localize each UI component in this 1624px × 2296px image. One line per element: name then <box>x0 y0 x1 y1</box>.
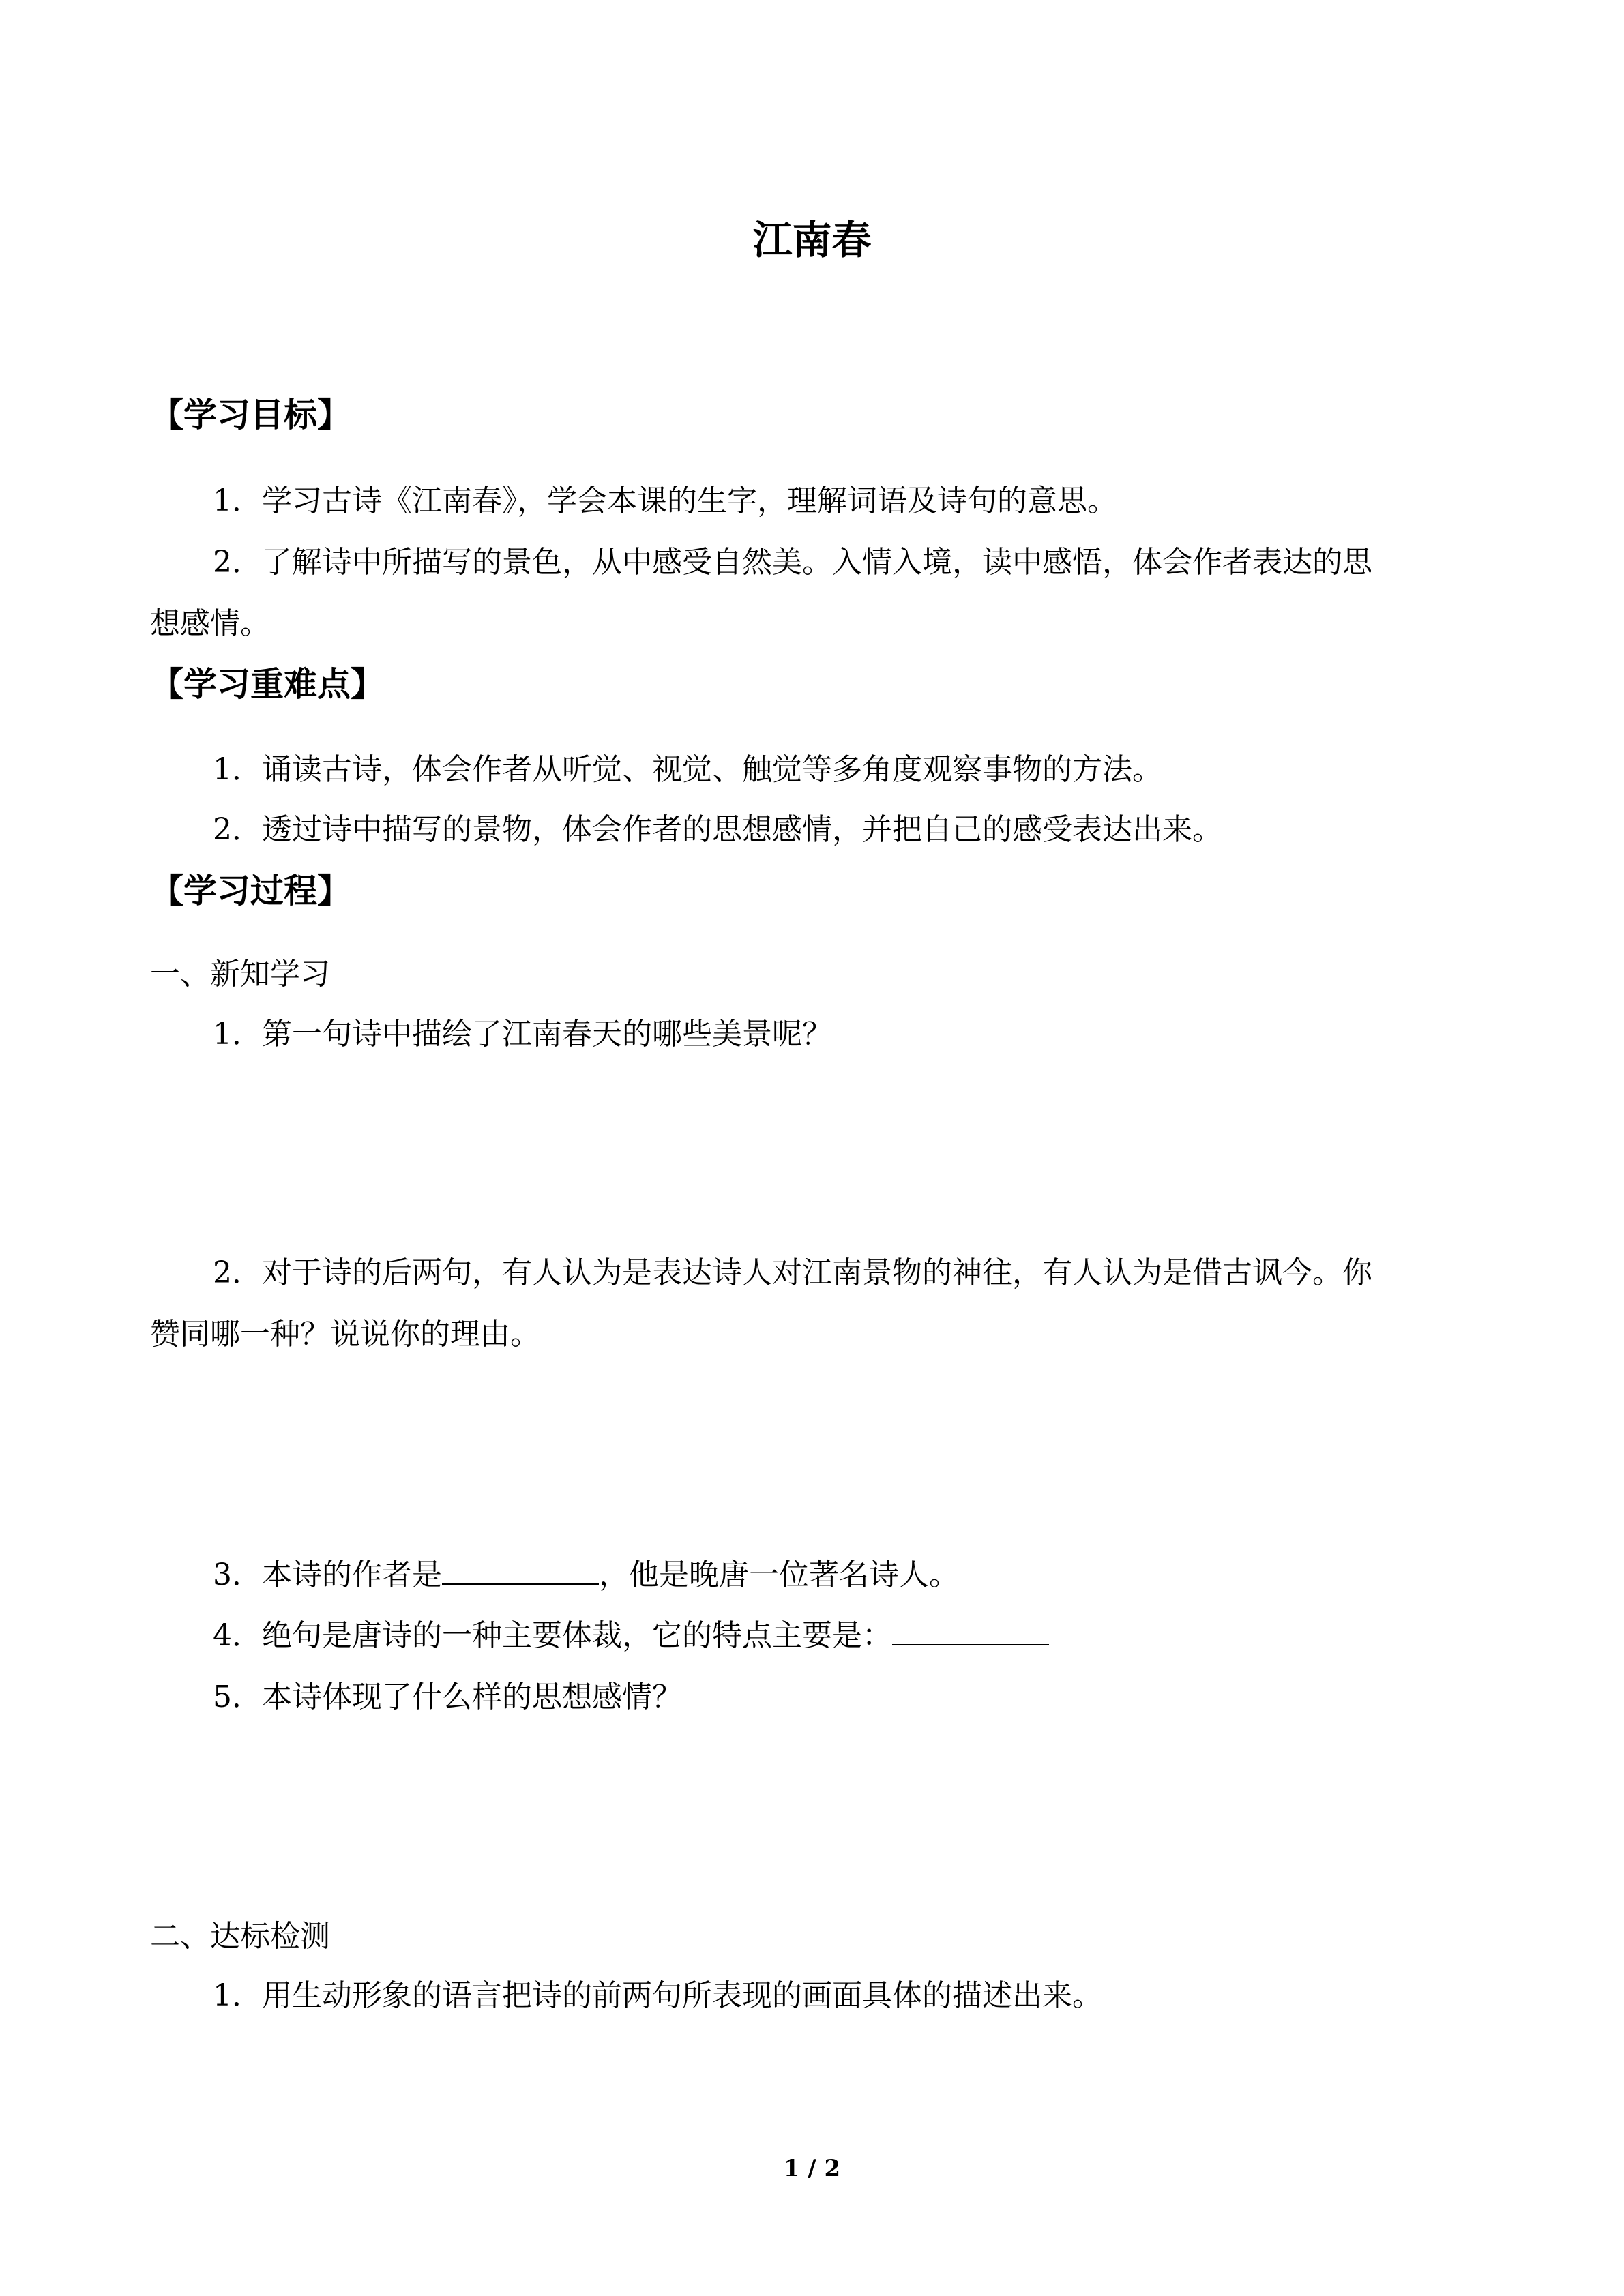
feature-blank[interactable] <box>892 1618 1049 1645</box>
heading-learning-process: 【学习过程】 <box>150 871 351 910</box>
goal-item-1: 1．学习古诗《江南春》，学会本课的生字，理解词语及诗句的意思。 <box>213 483 1117 518</box>
question-3 <box>213 1550 959 1594</box>
page-number: 1 / 2 <box>783 2155 841 2182</box>
question-3-text-after: ，他是晚唐一位著名诗人。 <box>599 1557 959 1592</box>
question-5: 5．本诗体现了什么样的思想感情？ <box>213 1680 682 1714</box>
key-point-1: 1．诵读古诗，体会作者从听觉、视觉、触觉等多角度观察事物的方法。 <box>213 752 1162 787</box>
check-question-1: 1．用生动形象的语言把诗的前两句所表现的画面具体的描述出来。 <box>213 1978 1102 2013</box>
question-1: 1．第一句诗中描绘了江南春天的哪些美景呢？ <box>213 1017 832 1052</box>
author-blank[interactable] <box>442 1557 599 1585</box>
goal-item-2: 2．了解诗中所描写的景色，从中感受自然美。入情入境，读中感悟，体会作者表达的思 <box>213 545 1372 580</box>
key-point-2: 2．透过诗中描写的景物，体会作者的思想感情，并把自己的感受表达出来。 <box>213 812 1222 847</box>
page-title: 江南春 <box>752 217 872 263</box>
question-2: 2．对于诗的后两句，有人认为是表达诗人对江南景物的神往，有人认为是借古讽今。你 <box>213 1255 1372 1290</box>
question-3-text-before: 3．本诗的作者是 <box>213 1557 442 1592</box>
part1-label: 一、新知学习 <box>150 957 330 992</box>
heading-key-points: 【学习重难点】 <box>150 665 385 704</box>
question-4 <box>213 1611 1049 1654</box>
goal-item-2-continued: 想感情。 <box>150 606 270 641</box>
question-4-text: 4．绝句是唐诗的一种主要体裁，它的特点主要是： <box>213 1618 892 1653</box>
heading-learning-goals: 【学习目标】 <box>150 396 351 434</box>
question-2-continued: 赞同哪一种？说说你的理由。 <box>150 1317 540 1352</box>
part2-label: 二、达标检测 <box>150 1919 330 1954</box>
